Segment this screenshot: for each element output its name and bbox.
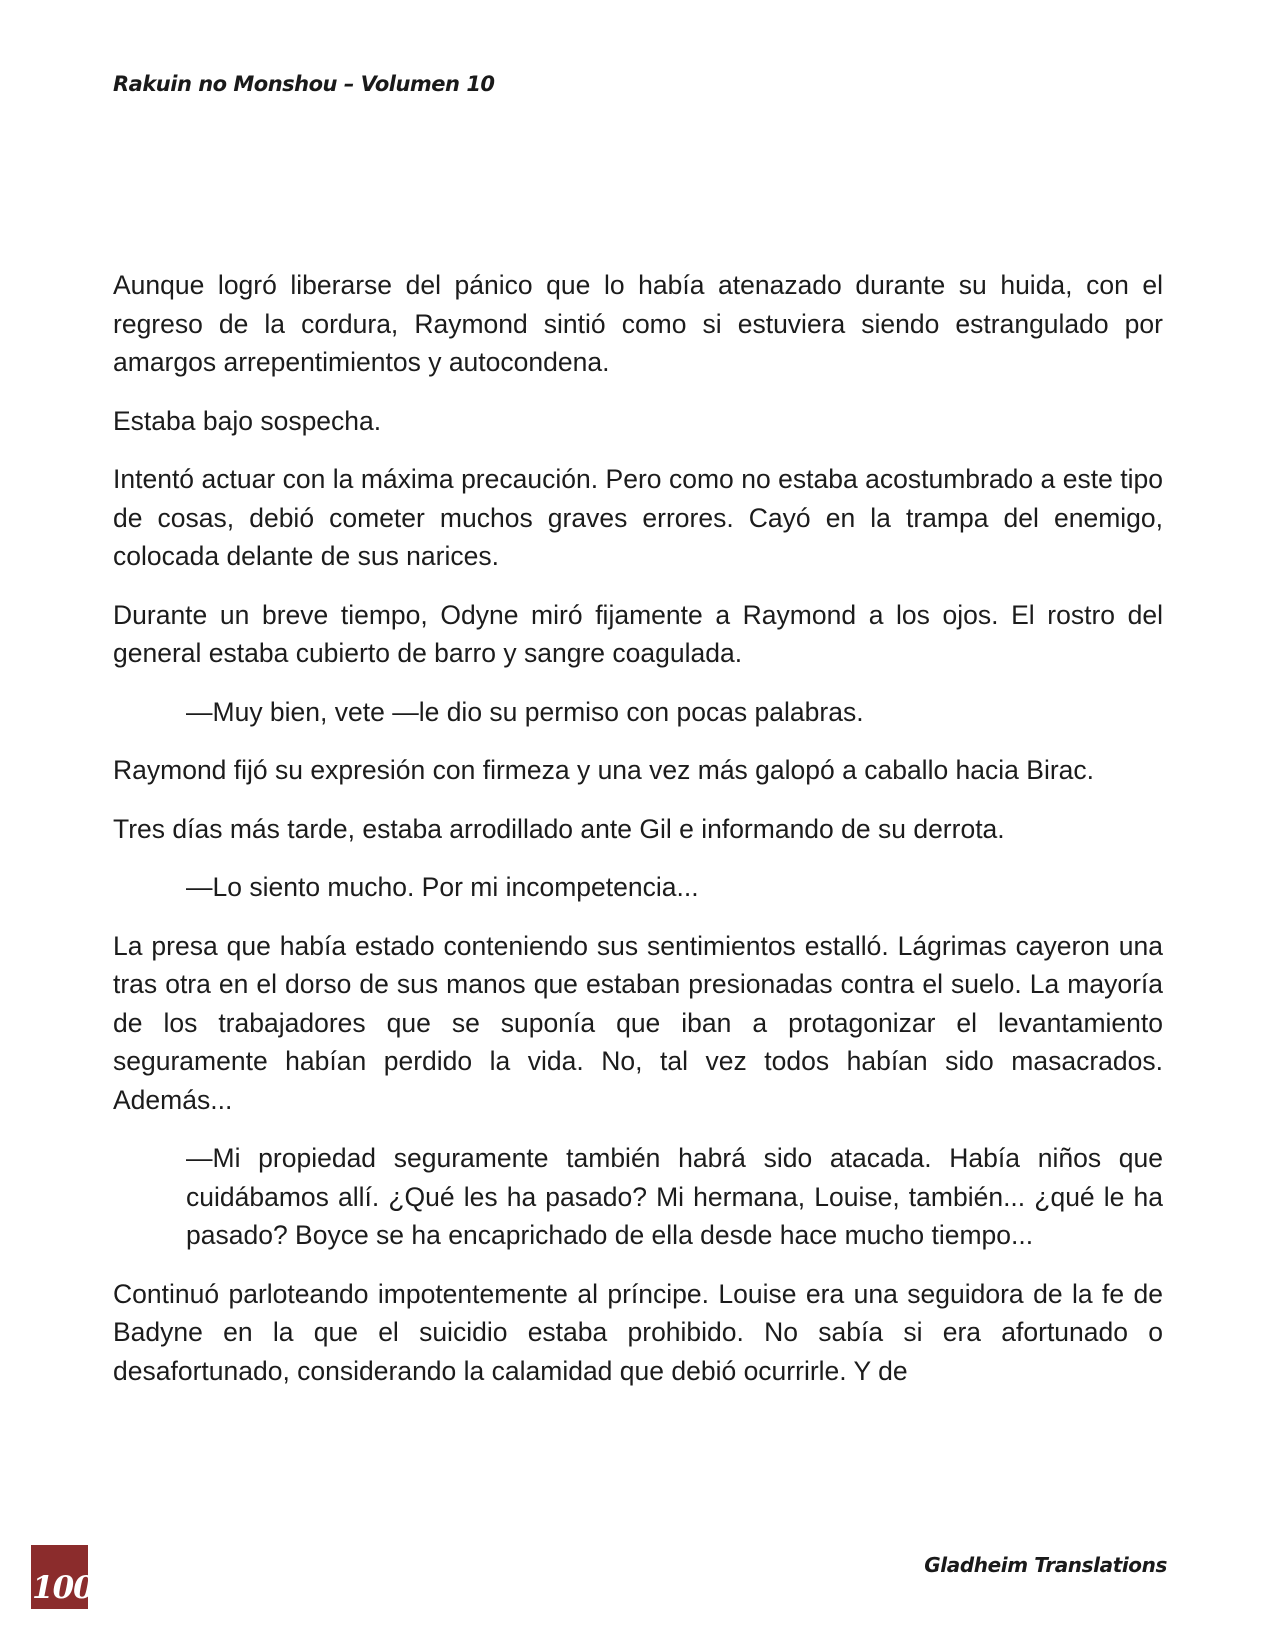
- paragraph: Estaba bajo sospecha.: [113, 405, 382, 436]
- paragraph: Continuó parloteando impotentemente al príncipe. Louise era una seguidora de la fe de Badyne en la que el suicidio estaba prohibido. No sabía si era afortunado o desafortunado, considerando la calamidad que debió ocurrirle. Y de: [113, 1278, 1163, 1386]
- document-body: [113, 266, 1163, 1410]
- dialogue-paragraph: —Mi propiedad seguramente también habrá sido atacada. Había niños que cuidábamos allí. ¿Qué les ha pasado? Mi hermana, Louise, también... ¿qué le ha pasado? Boyce se ha encaprichado de ella desde hace mucho tiempo...: [186, 1143, 1163, 1250]
- dialogue-paragraph: —Muy bien, vete —le dio su permiso con pocas palabras.: [186, 696, 864, 727]
- dialogue-paragraph: —Lo siento mucho. Por mi incompetencia...: [186, 872, 699, 902]
- paragraph: Raymond fijó su expresión con firmeza y una vez más galopó a caballo hacia Birac.: [113, 755, 1095, 785]
- running-header: Rakuin no Monshou – Volumen 10: [113, 72, 495, 96]
- footer-brand: Gladheim Translations: [924, 1553, 1167, 1577]
- paragraph: La presa que había estado conteniendo sus sentimientos estalló. Lágrimas cayeron una tras otra en el dorso de sus manos que estaban presionadas contra el suelo. La mayoría de los trabajadores que se suponía que iban a protagonizar el levantamiento seguramente habían perdido la vida. No, tal vez todos habían sido masacrados. Además...: [113, 930, 1163, 1115]
- page-number: 100: [32, 1570, 94, 1606]
- paragraph: Durante un breve tiempo, Odyne miró fijamente a Raymond a los ojos. El rostro del general estaba cubierto de barro y sangre coagulada.: [113, 599, 1163, 668]
- paragraph: Aunque logró liberarse del pánico que lo había atenazado durante su huida, con el regreso de la cordura, Raymond sintió como si estuviera siendo estrangulado por amargos arrepentimientos y autocondena.: [113, 270, 1163, 377]
- paragraph: Intentó actuar con la máxima precaución. Pero como no estaba acostumbrado a este tipo de cosas, debió cometer muchos graves errores. Cayó en la trampa del enemigo, colocada delante de sus narices.: [113, 464, 1163, 571]
- paragraph: Tres días más tarde, estaba arrodillado ante Gil e informando de su derrota.: [113, 813, 1005, 844]
